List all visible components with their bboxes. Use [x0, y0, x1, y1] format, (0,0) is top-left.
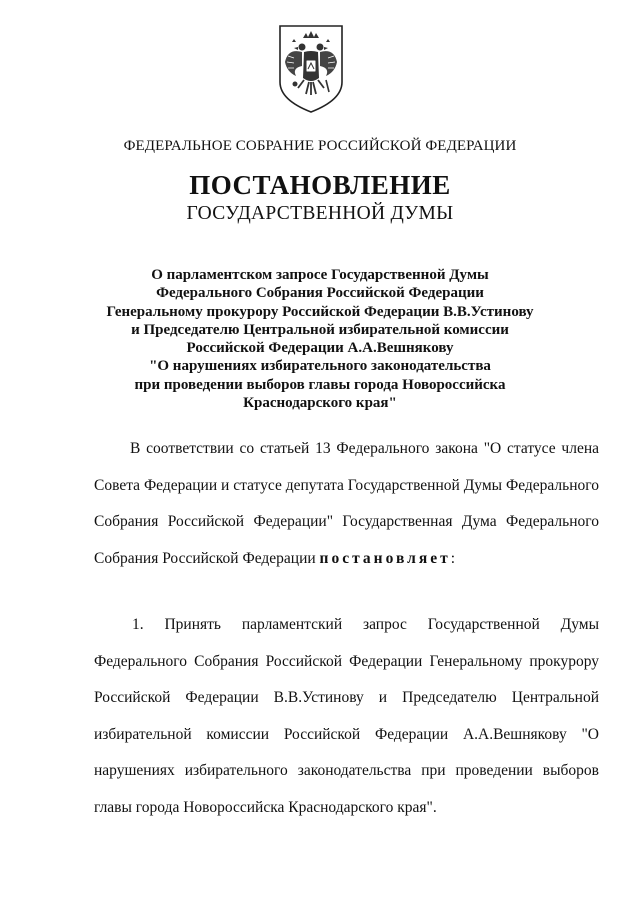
title-line: Краснодарского края" [243, 395, 397, 412]
preamble-text: В соответствии со статьей 13 Федерального закона "О статусе члена Совета Федерации и статусе депутата Государственной Думы Федерального Собрания Российской Федерации" Государственная Дума Федерального Собрания Российской Федерации [94, 440, 599, 567]
resolves-punctuation: : [450, 549, 456, 567]
title-line: Генеральному прокурору Российской Федерации В.В.Устинову [106, 303, 534, 320]
title-line: О парламентском запросе Государственной Думы [151, 267, 489, 283]
item-1-paragraph: 1. Принять парламентский запрос Государственной Думы Федерального Собрания Российской Федерации Генеральному прокурору Российской Федерации В.В.Устинову и Председателю Центральной избирательной комиссии Российской Федерации А.А.Вешнякову "О нарушениях избирательного законодательства при проведении выборов главы города Новороссийска Краснодарского края". [94, 616, 599, 816]
organization-name: ФЕДЕРАЛЬНОЕ СОБРАНИЕ РОССИЙСКОЙ ФЕДЕРАЦИИ [123, 138, 517, 154]
title-line: "О нарушениях избирательного законодательства [149, 358, 491, 375]
title-line: Федерального Собрания Российской Федерации [156, 285, 484, 302]
state-emblem-icon [276, 22, 346, 116]
preamble-paragraph [94, 431, 599, 577]
title-line: Российской Федерации А.А.Вешнякову [186, 340, 454, 357]
document-issuer: ГОСУДАРСТВЕННОЙ ДУМЫ [186, 203, 454, 224]
document-type: ПОСТАНОВЛЕНИЕ [189, 170, 451, 200]
document-title [60, 266, 580, 412]
title-line: при проведении выборов главы города Новороссийска [134, 376, 506, 393]
title-line: и Председателю Центральной избирательной комиссии [131, 321, 509, 338]
resolves-word: постановляет [319, 549, 451, 567]
